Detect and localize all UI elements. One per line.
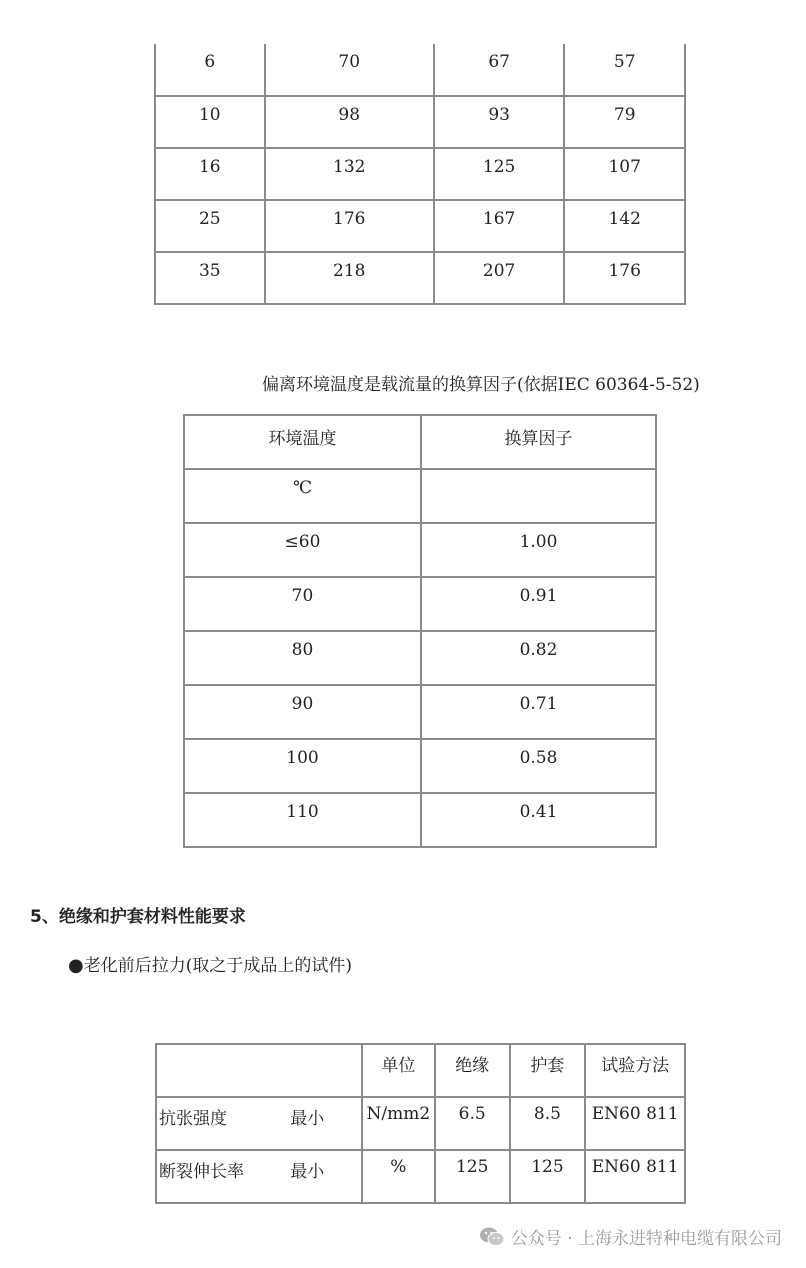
section-heading: 5、绝缘和护套材料性能要求 (30, 907, 246, 927)
property-limit: 最小 (290, 1150, 362, 1203)
table-cell: 79 (564, 96, 685, 148)
table-cell: 142 (564, 200, 685, 252)
table-row (155, 96, 685, 148)
table-cell: 90 (184, 685, 421, 739)
wechat-icon (479, 1226, 505, 1248)
unit-cell (421, 469, 656, 523)
watermark (479, 1224, 782, 1249)
table-cell: ≤60 (184, 523, 421, 577)
table-cell: 93 (434, 96, 565, 148)
table-cell: 0.41 (421, 793, 656, 847)
insulation-cell: 125 (435, 1150, 510, 1203)
table-cell: 176 (564, 252, 685, 304)
table-cell: 110 (184, 793, 421, 847)
unit-cell: % (362, 1150, 435, 1203)
table-row (155, 200, 685, 252)
factor-table-caption: 偏离环境温度是载流量的换算因子(依据IEC 60364-5-52) (262, 375, 700, 395)
table-cell: 16 (155, 148, 265, 200)
column-header: 环境温度 (184, 415, 421, 469)
table-cell: 0.58 (421, 739, 656, 793)
table-cell: 25 (155, 200, 265, 252)
table-row (155, 252, 685, 304)
table-row (155, 148, 685, 200)
table-row (184, 739, 656, 793)
method-cell: EN60 811 (585, 1097, 685, 1150)
table-row (184, 523, 656, 577)
table-cell: 10 (155, 96, 265, 148)
table-cell: 1.00 (421, 523, 656, 577)
table-row (184, 469, 656, 523)
table-cell: 98 (265, 96, 434, 148)
table-cell: 218 (265, 252, 434, 304)
material-properties-table (155, 1043, 686, 1204)
table-cell: 132 (265, 148, 434, 200)
conversion-factor-table (183, 414, 657, 848)
bullet-item (68, 951, 352, 976)
table-row (184, 631, 656, 685)
column-header: 试验方法 (585, 1044, 685, 1097)
watermark-text: 公众号 · 上海永进特种电缆有限公司 (510, 1229, 782, 1249)
table-cell: 207 (434, 252, 565, 304)
table-cell: 0.71 (421, 685, 656, 739)
table-cell: 67 (434, 44, 565, 96)
table-row (156, 1097, 685, 1150)
column-header: 换算因子 (421, 415, 656, 469)
empty-header-cell (156, 1044, 362, 1097)
column-header: 绝缘 (435, 1044, 510, 1097)
table-cell: 100 (184, 739, 421, 793)
table-row (156, 1150, 685, 1203)
table-cell: 57 (564, 44, 685, 96)
table-cell: 167 (434, 200, 565, 252)
bullet-text: 老化前后拉力(取之于成品上的试件) (83, 956, 352, 976)
table-header-row (156, 1044, 685, 1097)
sheath-cell: 8.5 (510, 1097, 586, 1150)
table-row (155, 44, 685, 96)
table-cell: 125 (434, 148, 565, 200)
table-row (184, 793, 656, 847)
table-row (184, 685, 656, 739)
table-cell: 70 (184, 577, 421, 631)
column-header: 护套 (510, 1044, 586, 1097)
unit-cell: N/mm2 (362, 1097, 435, 1150)
method-cell: EN60 811 (585, 1150, 685, 1203)
table-cell: 0.82 (421, 631, 656, 685)
table-cell: 0.91 (421, 577, 656, 631)
table-cell: 6 (155, 44, 265, 96)
table-cell: 70 (265, 44, 434, 96)
table-cell: 80 (184, 631, 421, 685)
table-cell: 107 (564, 148, 685, 200)
table-cell: 176 (265, 200, 434, 252)
insulation-cell: 6.5 (435, 1097, 510, 1150)
property-name: 抗张强度 (156, 1097, 290, 1150)
column-header: 单位 (362, 1044, 435, 1097)
table-cell: 35 (155, 252, 265, 304)
table-row (184, 577, 656, 631)
bullet-icon: ● (68, 955, 84, 976)
property-limit: 最小 (290, 1097, 362, 1150)
unit-cell: ℃ (184, 469, 421, 523)
property-name: 断裂伸长率 (156, 1150, 290, 1203)
sheath-cell: 125 (510, 1150, 586, 1203)
table-header-row (184, 415, 656, 469)
ampacity-table (154, 44, 686, 305)
